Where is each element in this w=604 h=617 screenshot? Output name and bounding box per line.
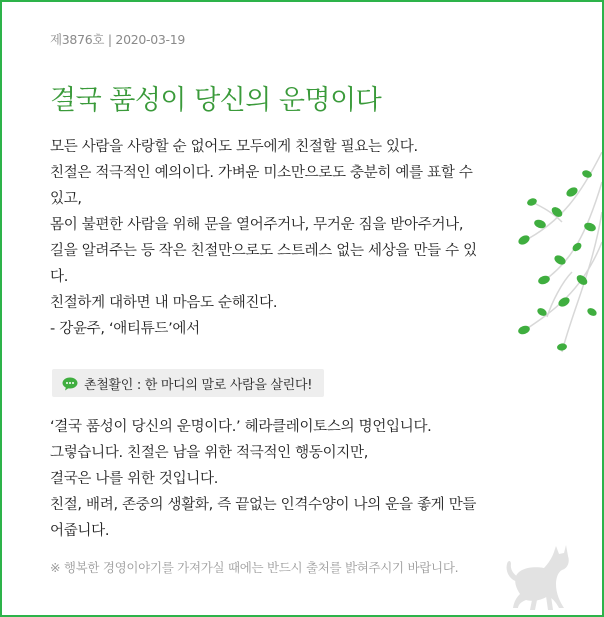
issue-meta: 제3876호 | 2020-03-19 [50, 32, 186, 47]
quote-body [50, 134, 510, 342]
quote-line: 몸이 불편한 사람을 위해 문을 열어주거나, 무거운 짐을 받아주거나, [50, 217, 464, 233]
quote-line: 길을 알려주는 등 작은 친절만으로도 스트레스 없는 세상을 만들 수 있 [50, 243, 477, 259]
comment-line: 어줍니다. [50, 523, 110, 539]
leaf-branch-illustration [502, 152, 602, 362]
comment-line: 그렇습니다. 친절은 남을 위한 적극적인 행동이지만, [50, 445, 369, 461]
quote-source: - 강윤주, ‘애티튜드’에서 [50, 321, 200, 337]
motto-tag [52, 369, 324, 397]
motto-tag-label: 촌철활인 : 한 마디의 말로 사람을 살린다! [84, 377, 313, 393]
comment-line: ‘결국 품성이 당신의 운명이다.’ 헤라클레이토스의 명언입니다. [50, 419, 432, 435]
copyright-notice: ※ 행복한 경영이야기를 가져가실 때에는 반드시 출처를 밝혀주시기 바랍니다. [50, 560, 459, 575]
quote-line: 친절은 적극적인 예의이다. 가벼운 미소만으로도 충분히 예를 표할 수 [50, 165, 473, 181]
cat-silhouette-illustration [502, 542, 574, 612]
comment-line: 친절, 배려, 존중의 생활화, 즉 끝없는 인격수양이 나의 운을 좋게 만들 [50, 497, 477, 513]
page-title: 결국 품성이 당신의 운명이다 [50, 85, 382, 116]
comment-body [50, 414, 510, 544]
speech-bubble-icon [62, 377, 78, 390]
quote-line: 있고, [50, 191, 82, 207]
comment-line: 결국은 나를 위한 것입니다. [50, 471, 219, 487]
quote-line: 친절하게 대하면 내 마음도 순해진다. [50, 295, 278, 311]
quote-line: 모든 사람을 사랑할 순 없어도 모두에게 친절할 필요는 있다. [50, 139, 418, 155]
quote-line: 다. [50, 269, 69, 285]
